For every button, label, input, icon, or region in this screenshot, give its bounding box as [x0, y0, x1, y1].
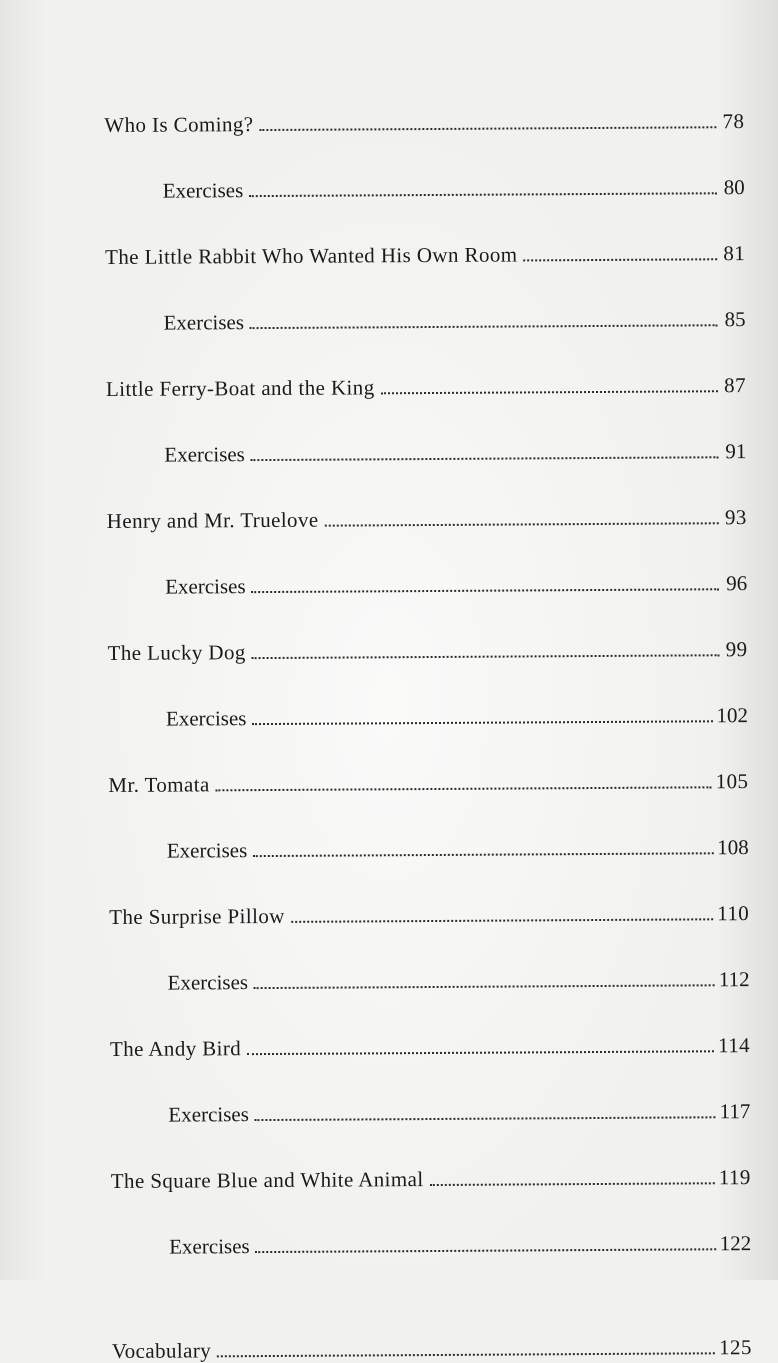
toc-entry-title: The Lucky Dog — [107, 640, 246, 665]
toc-entry-exercises — [111, 1188, 751, 1258]
dot-leader — [249, 192, 717, 197]
toc-entry-title: Henry and Mr. Truelove — [106, 507, 319, 533]
toc-entry-title: Exercises — [162, 178, 244, 203]
toc-entry-title: The Little Rabbit Who Wanted His Own Room — [105, 242, 518, 269]
toc-entry-vocabulary — [111, 1292, 751, 1362]
toc-entry-page: 112 — [718, 967, 750, 992]
dot-leader — [255, 1116, 716, 1121]
dot-leader — [256, 1248, 716, 1253]
toc-entry-story — [109, 858, 749, 928]
dot-leader — [216, 786, 712, 791]
toc-entry-title: Exercises — [169, 1234, 250, 1259]
toc-entry-title: Exercises — [165, 574, 246, 599]
toc-entry-page: 105 — [715, 769, 749, 794]
dot-leader — [253, 852, 713, 857]
dot-leader — [259, 126, 716, 131]
dot-leader — [250, 324, 718, 329]
dot-leader — [523, 258, 717, 261]
toc-entry-page: 114 — [717, 1033, 751, 1058]
toc-entry-page: 117 — [719, 1099, 751, 1124]
dot-leader — [254, 984, 715, 989]
toc-entry-page: 108 — [717, 835, 749, 860]
toc-entry-page: 122 — [719, 1231, 752, 1256]
toc-entry-page: 110 — [717, 901, 750, 926]
dot-leader — [252, 588, 720, 593]
dot-leader — [247, 1050, 714, 1055]
toc-entry-exercises — [107, 528, 747, 598]
toc-entry-title: Little Ferry-Boat and the King — [105, 375, 375, 401]
toc-entry-exercises — [106, 396, 746, 466]
toc-entry-exercises — [109, 924, 749, 994]
toc-entry-title: The Surprise Pillow — [109, 903, 285, 929]
toc-entry-page: 102 — [716, 703, 749, 728]
dot-leader — [325, 522, 719, 526]
toc-entry-story — [110, 990, 750, 1060]
dot-leader — [217, 1352, 715, 1357]
dot-leader — [430, 1182, 715, 1186]
toc-entry-page: 99 — [725, 637, 748, 662]
toc-entry-story — [105, 198, 745, 268]
toc-entry-exercises — [110, 1056, 750, 1126]
dot-leader — [251, 456, 719, 461]
toc-entry-title: Exercises — [166, 838, 248, 863]
dot-leader — [252, 720, 712, 725]
toc-entry-exercises — [104, 132, 744, 202]
toc-entry-title: Mr. Tomata — [108, 772, 210, 797]
toc-entry-exercises — [108, 792, 748, 862]
toc-entry-page: 80 — [723, 175, 745, 200]
toc-entry-exercises — [108, 660, 748, 730]
toc-entry-story — [108, 726, 748, 796]
dot-leader — [291, 918, 713, 923]
toc-entry-page: 91 — [725, 439, 747, 464]
toc-entry-story — [107, 594, 747, 664]
toc-entry-page: 87 — [724, 373, 747, 398]
toc-entry-story — [106, 462, 746, 532]
table-of-contents — [104, 66, 752, 1362]
toc-entry-story — [104, 66, 744, 136]
toc-entry-page: 119 — [718, 1165, 751, 1190]
toc-entry-page: 78 — [722, 109, 745, 134]
toc-entry-exercises — [105, 264, 745, 334]
toc-entry-title: The Andy Bird — [109, 1036, 242, 1061]
toc-entry-story — [110, 1122, 750, 1192]
toc-entry-title: Exercises — [167, 970, 249, 995]
toc-entry-page: 93 — [724, 505, 747, 530]
toc-entry-title: Exercises — [164, 442, 245, 467]
toc-entry-page: 96 — [726, 571, 748, 596]
toc-entry-title: The Square Blue and White Animal — [110, 1167, 424, 1193]
toc-entry-title: Exercises — [168, 1102, 249, 1127]
toc-entry-title: Vocabulary — [111, 1338, 212, 1363]
toc-entry-title: Exercises — [163, 310, 245, 335]
toc-entry-page: 125 — [719, 1335, 752, 1360]
toc-entry-title: Who Is Coming? — [104, 112, 254, 137]
dot-leader — [381, 390, 718, 394]
toc-entry-title: Exercises — [165, 706, 247, 731]
section-gap — [111, 1254, 751, 1296]
toc-entry-page: 81 — [723, 241, 746, 266]
toc-entry-story — [106, 330, 746, 400]
dot-leader — [252, 654, 720, 659]
toc-entry-page: 85 — [724, 307, 746, 332]
